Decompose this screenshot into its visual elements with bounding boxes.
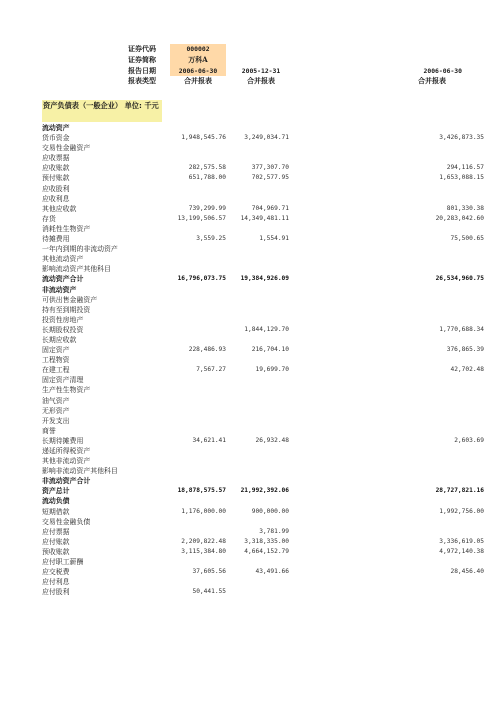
row-value-col-3: 1,770,688.34: [439, 325, 484, 333]
row-value-col-2: 26,932.48: [255, 436, 289, 444]
row-value-col-3: 42,702.48: [450, 366, 484, 374]
row-label: 应付账款: [42, 537, 70, 546]
row-label: 其他应收款: [42, 204, 77, 213]
row-value-col-1: 50,441.55: [192, 588, 226, 596]
table-row: [0, 244, 496, 254]
stock-code-row: [0, 44, 496, 55]
table-row: [0, 527, 496, 537]
row-label: 其他非流动资产: [42, 457, 91, 466]
table-row: [0, 355, 496, 365]
row-label: 应收利息: [42, 194, 70, 203]
report-type-1: 合并报表: [184, 76, 212, 86]
table-row: [0, 123, 496, 133]
row-value-col-2: 19,384,926.09: [240, 275, 289, 283]
report-type-label: 报表类型: [128, 77, 156, 86]
report-type-3: 合并报表: [418, 76, 446, 86]
table-row: [0, 567, 496, 577]
stock-name-value: 万科A: [170, 55, 226, 66]
table-row: [0, 466, 496, 476]
row-value-col-3: 294,116.57: [446, 164, 484, 172]
table-row: [0, 295, 496, 305]
report-type-row: [0, 76, 496, 87]
table-row: [0, 194, 496, 204]
row-label: 开发支出: [42, 416, 70, 425]
row-label: 商誉: [42, 426, 56, 435]
row-label: 交易性金融资产: [42, 144, 91, 153]
row-value-col-3: 28,456.40: [450, 568, 484, 576]
row-value-col-3: 376,865.39: [446, 346, 484, 354]
row-label: 长期待摊费用: [42, 436, 84, 445]
table-row: [0, 214, 496, 224]
row-value-col-3: 26,534,960.75: [435, 275, 484, 283]
row-value-col-2: 14,349,481.11: [240, 214, 289, 222]
report-type-2: 合并报表: [247, 76, 275, 86]
row-label: 固定资产: [42, 346, 70, 355]
row-label: 预收账款: [42, 547, 70, 556]
table-row: [0, 486, 496, 496]
row-value-col-3: 801,330.38: [446, 204, 484, 212]
table-row: [0, 204, 496, 214]
row-value-col-2: 21,992,392.06: [240, 487, 289, 495]
row-label: 投资性房地产: [42, 315, 84, 324]
row-label: 货币资金: [42, 134, 70, 143]
row-value-col-1: 13,199,506.57: [177, 214, 226, 222]
row-value-col-2: 19,699.70: [255, 366, 289, 374]
row-value-col-2: 3,318,335.00: [244, 537, 289, 545]
row-label: 预付账款: [42, 174, 70, 183]
table-row: [0, 133, 496, 143]
table-row: [0, 436, 496, 446]
row-label: 应交税费: [42, 568, 70, 577]
table-row: [0, 305, 496, 315]
stock-name-row: [0, 55, 496, 66]
row-label: 非流动资产: [42, 285, 77, 294]
row-value-col-1: 1,948,545.76: [181, 134, 226, 142]
row-label: 可供出售金融资产: [42, 295, 98, 304]
row-label: 应付职工薪酬: [42, 558, 84, 567]
table-row: [0, 365, 496, 375]
balance-sheet-table: [0, 123, 496, 597]
row-value-col-3: 75,500.65: [450, 235, 484, 243]
row-label: 存货: [42, 214, 56, 223]
row-label: 应付股利: [42, 588, 70, 597]
row-label: 生产性生物资产: [42, 386, 91, 395]
row-value-col-3: 3,426,873.35: [439, 134, 484, 142]
table-row: [0, 173, 496, 183]
table-row: [0, 254, 496, 264]
row-value-col-1: 3,559.25: [196, 235, 226, 243]
row-label: 流动资产: [42, 124, 70, 132]
row-label: 非流动资产合计: [42, 477, 91, 486]
table-row: [0, 426, 496, 436]
row-value-col-2: 900,000.00: [251, 507, 289, 515]
table-row: [0, 396, 496, 406]
table-row: [0, 557, 496, 567]
row-value-col-3: 28,727,821.16: [435, 487, 484, 495]
row-label: 长期股权投资: [42, 325, 84, 334]
table-row: [0, 315, 496, 325]
table-row: [0, 375, 496, 385]
table-row: [0, 446, 496, 456]
row-label: 短期借款: [42, 507, 70, 516]
row-value-col-2: 702,577.95: [251, 174, 289, 182]
table-row: [0, 456, 496, 466]
table-row: [0, 224, 496, 234]
row-label: 递延所得税资产: [42, 447, 91, 455]
table-row: [0, 335, 496, 345]
table-row: [0, 537, 496, 547]
table-row: [0, 184, 496, 194]
row-value-col-3: 20,283,042.60: [435, 214, 484, 222]
report-date-3: 2006-06-30: [423, 66, 462, 75]
row-value-col-1: 228,486.93: [188, 346, 226, 354]
row-label: 影响非流动资产其他科目: [42, 467, 118, 476]
table-row: [0, 385, 496, 395]
row-value-col-3: 1,992,756.00: [439, 507, 484, 515]
row-label: 持有至到期投资: [42, 305, 91, 314]
row-label: 无形资产: [42, 406, 70, 415]
row-value-col-3: 4,972,140.38: [439, 547, 484, 555]
table-row: [0, 577, 496, 587]
row-value-col-1: 37,605.56: [192, 568, 226, 576]
table-title: 资产负债表（一般企业） 单位: 千元: [42, 100, 162, 122]
report-date-2: 2005-12-31: [241, 66, 281, 75]
row-value-col-1: 34,621.41: [192, 436, 226, 444]
stock-code-value: 000002: [170, 44, 226, 55]
row-label: 流动负债: [42, 497, 70, 506]
row-label: 影响流动资产其他科目: [42, 265, 111, 274]
report-date-label: 报告日期: [128, 66, 156, 75]
report-date-row: [0, 66, 496, 77]
row-value-col-2: 4,664,152.79: [244, 547, 289, 555]
row-value-col-2: 216,704.10: [251, 346, 289, 354]
table-row: [0, 547, 496, 557]
row-label: 在建工程: [42, 366, 70, 375]
row-label: 交易性金融负债: [42, 517, 91, 526]
row-label: 长期应收款: [42, 335, 77, 344]
row-value-col-1: 1,176,000.00: [181, 507, 226, 515]
row-value-col-2: 43,491.66: [255, 568, 289, 576]
row-label: 其他流动资产: [42, 255, 84, 264]
table-row: [0, 143, 496, 153]
row-label: 一年内到期的非流动资产: [42, 245, 118, 254]
table-row: [0, 153, 496, 163]
table-row: [0, 496, 496, 506]
row-value-col-1: 7,567.27: [196, 366, 226, 374]
row-value-col-2: 1,554.91: [259, 235, 289, 243]
row-label: 应收票据: [42, 154, 70, 163]
row-value-col-3: 2,603.69: [454, 436, 484, 444]
row-value-col-2: 704,969.71: [251, 204, 289, 212]
row-value-col-2: 3,781.99: [259, 527, 289, 535]
row-value-col-1: 2,209,822.48: [181, 537, 226, 545]
row-value-col-1: 18,878,575.57: [177, 487, 226, 495]
row-value-col-2: 377,307.70: [251, 164, 289, 172]
row-value-col-1: 651,788.00: [188, 174, 226, 182]
table-row: [0, 476, 496, 486]
table-row: [0, 406, 496, 416]
row-label: 固定资产清理: [42, 376, 84, 385]
row-label: 消耗性生物资产: [42, 224, 91, 233]
table-row: [0, 234, 496, 244]
row-label: 应付票据: [42, 527, 70, 536]
table-row: [0, 264, 496, 274]
row-value-col-1: 16,796,073.75: [177, 275, 226, 283]
row-label: 流动资产合计: [42, 275, 84, 284]
report-date-1: 2006-06-30: [170, 66, 226, 77]
row-value-col-2: 1,844,129.70: [244, 325, 289, 333]
table-row: [0, 517, 496, 527]
row-value-col-2: 3,249,034.71: [244, 134, 289, 142]
table-row: [0, 416, 496, 426]
row-label: 工程物资: [42, 356, 70, 365]
row-value-col-3: 1,653,088.15: [439, 174, 484, 182]
row-label: 应收股利: [42, 184, 70, 193]
row-label: 应收账款: [42, 164, 70, 173]
table-row: [0, 163, 496, 173]
row-label: 待摊费用: [42, 235, 70, 244]
row-label: 应付利息: [42, 578, 70, 587]
report-header: [0, 44, 496, 87]
row-value-col-1: 3,115,384.80: [181, 547, 226, 555]
table-row: [0, 345, 496, 355]
row-value-col-1: 282,575.58: [188, 164, 226, 172]
row-label: 资产总计: [42, 487, 70, 496]
row-label: 油气资产: [42, 396, 70, 405]
table-row: [0, 274, 496, 284]
row-value-col-1: 739,299.99: [188, 204, 226, 212]
table-row: [0, 587, 496, 597]
table-row: [0, 325, 496, 335]
row-value-col-3: 3,336,619.05: [439, 537, 484, 545]
table-row: [0, 285, 496, 295]
stock-code-label: 证券代码: [128, 45, 156, 53]
table-row: [0, 507, 496, 517]
stock-name-label: 证券简称: [128, 55, 156, 64]
